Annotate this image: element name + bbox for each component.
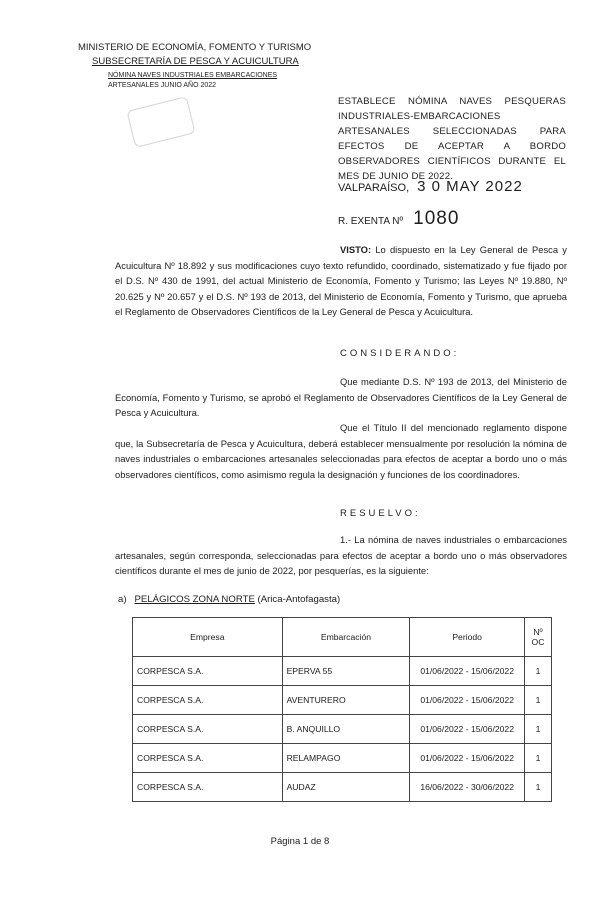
reference-line-2: ARTESANALES JUNIO AÑO 2022 <box>108 82 217 89</box>
cell-periodo: 01/06/2022 - 15/06/2022 <box>410 657 525 686</box>
cell-empresa: CORPESCA S.A. <box>133 744 283 773</box>
resolution-number: 1080 <box>413 208 460 229</box>
vessels-table <box>132 617 552 802</box>
table-row <box>133 715 552 744</box>
resuelvo-heading: RESUELVO: <box>340 508 421 519</box>
section-a-title: PELÁGICOS ZONA NORTE <box>134 594 255 605</box>
cell-embarcacion: RELAMPAGO <box>282 744 410 773</box>
cell-empresa: CORPESCA S.A. <box>133 686 283 715</box>
considerando-paragraph-1: Que mediante D.S. Nº 193 de 2013, del Ministerio de Economía, Fomento y Turismo, se aprobó el Reglamento de Observadores Científicos de la Ley General de Pesca y Acuicultura. <box>115 376 567 419</box>
column-header-embarcacion: Embarcación <box>282 618 410 657</box>
cell-periodo: 01/06/2022 - 15/06/2022 <box>410 744 525 773</box>
cell-embarcacion: AUDAZ <box>282 773 410 802</box>
cell-empresa: CORPESCA S.A. <box>133 657 283 686</box>
cell-periodo: 01/06/2022 - 15/06/2022 <box>410 715 525 744</box>
subsecretaria-text: SUBSECRETARÍA DE PESCA Y ACUICULTURA <box>92 56 299 67</box>
page-number: Página 1 de 8 <box>270 836 330 847</box>
column-header-num-oc: Nº OC <box>525 618 552 657</box>
section-a-heading <box>118 594 340 605</box>
cell-periodo: 16/06/2022 - 30/06/2022 <box>410 773 525 802</box>
section-a-letter: a) <box>118 594 127 605</box>
date-place: VALPARAÍSO, <box>338 182 410 194</box>
cell-num-oc: 1 <box>525 715 552 744</box>
visto-label: VISTO: <box>340 244 372 255</box>
table-row <box>133 657 552 686</box>
section-a-region: (Arica-Antofagasta) <box>257 594 341 605</box>
table-header-row <box>133 618 552 657</box>
cell-periodo: 01/06/2022 - 15/06/2022 <box>410 686 525 715</box>
table-row <box>133 744 552 773</box>
considerando-heading: CONSIDERANDO: <box>340 348 460 359</box>
subsecretaria-name <box>92 56 299 68</box>
cell-embarcacion: EPERVA 55 <box>282 657 410 686</box>
faded-stamp <box>126 96 195 148</box>
column-header-periodo: Periodo <box>410 618 525 657</box>
cell-num-oc: 1 <box>525 657 552 686</box>
resolution-title: ESTABLECE NÓMINA NAVES PESQUERAS INDUSTRIALES-EMBARCACIONES ARTESANALES SELECCIONADAS PARA EFECTOS DE ACEPTAR A BORDO OBSERVADORES CIENTÍFICOS DURANTE EL MES DE JUNIO DE 2022. <box>338 96 566 182</box>
resolution-number-line <box>338 208 459 230</box>
visto-paragraph <box>115 242 567 320</box>
date-line <box>338 178 523 195</box>
date-value: 3 0 MAY 2022 <box>417 178 523 195</box>
cell-empresa: CORPESCA S.A. <box>133 773 283 802</box>
ministry-name: MINISTERIO DE ECONOMÍA, FOMENTO Y TURISMO <box>78 42 312 53</box>
resolution-label: R. EXENTA Nº <box>338 216 404 227</box>
table-row <box>133 686 552 715</box>
cell-num-oc: 1 <box>525 744 552 773</box>
table-row <box>133 773 552 802</box>
considerando-paragraph-2: Que el Título II del mencionado reglamento dispone que, la Subsecretaría de Pesca y Acuicultura, deberá establecer mensualmente por resolución la nómina de naves industriales o embarcaciones artesanales seleccionadas para efectos de aceptar a bordo uno o más observadores científicos, como asimismo regula la designación y funciones de los coordinadores. <box>115 422 567 480</box>
reference-line-1: NÓMINA NAVES INDUSTRIALES EMBARCACIONES <box>108 72 278 79</box>
cell-empresa: CORPESCA S.A. <box>133 715 283 744</box>
visto-text: Lo dispuesto en la Ley General de Pesca y Acuicultura Nº 18.892 y sus modificaciones cuyo texto refundido, coordinado, sistematizado y fue fijado por el D.S. Nº 430 de 1991, del actual Ministerio de Economía, Fomento y Turismo; las Leyes Nº 19.880, Nº 20.625 y Nº 20.657 y el D.S. Nº 193 de 2013, del Ministerio de Economía, Fomento y Turismo, que aprueba el Reglamento de Observadores Científicos de la Ley General de Pesca y Acuicultura. <box>115 244 567 318</box>
resuelvo-paragraph-1: 1.- La nómina de naves industriales o embarcaciones artesanales, según corresponda, seleccionadas para efectos de aceptar a bordo uno o más observadores científicos durante el mes de junio de 2022, por pesquerías, es la siguiente: <box>115 534 567 577</box>
cell-num-oc: 1 <box>525 773 552 802</box>
cell-num-oc: 1 <box>525 686 552 715</box>
cell-embarcacion: B. ANQUILLO <box>282 715 410 744</box>
column-header-empresa: Empresa <box>133 618 283 657</box>
cell-embarcacion: AVENTURERO <box>282 686 410 715</box>
